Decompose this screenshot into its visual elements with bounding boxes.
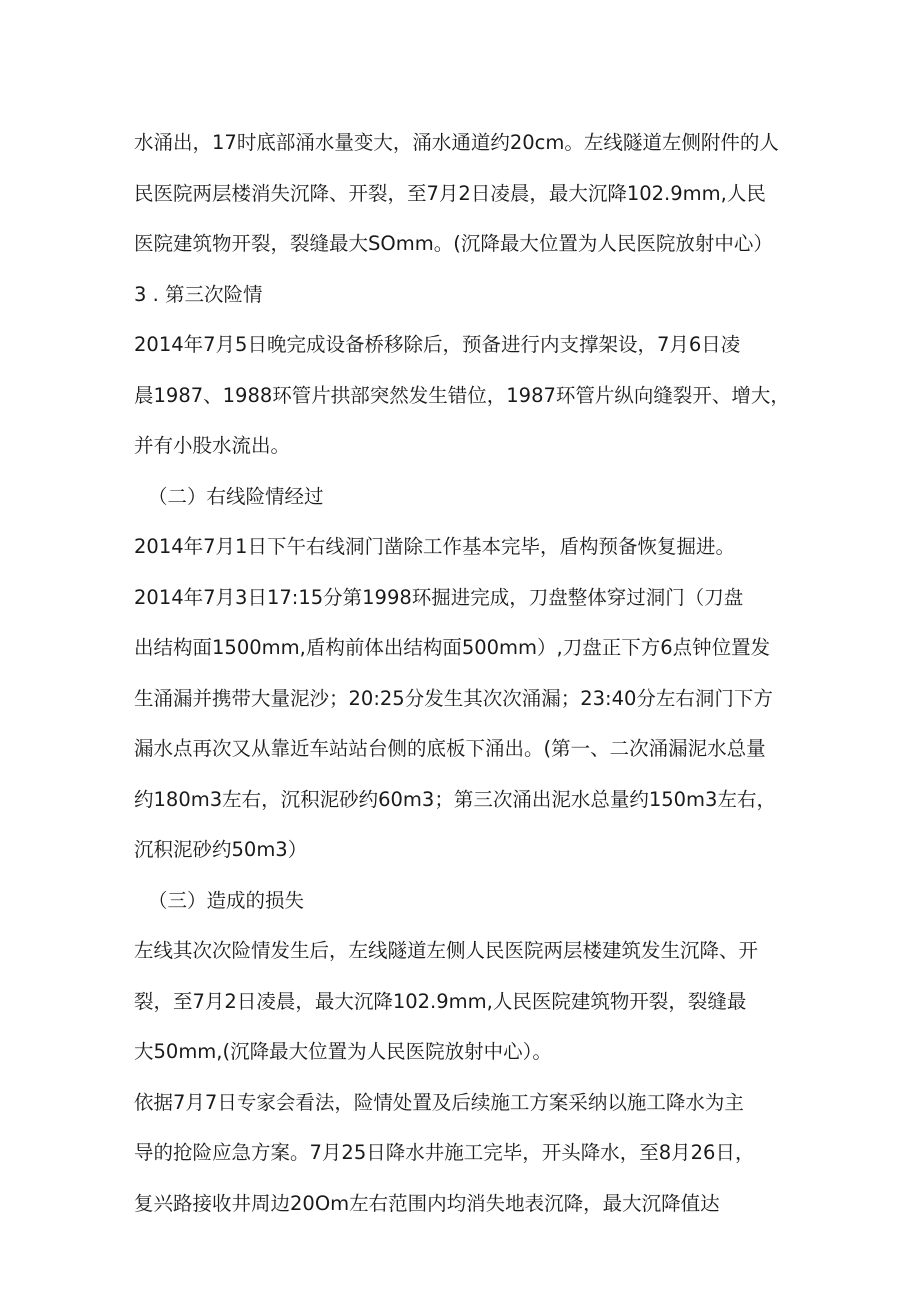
heading-losses: [134, 876, 814, 927]
text-line: 并有小股水流出。: [134, 434, 291, 457]
text-line: 晨1987、1988环管片拱部突然发生错位，1987环管片纵向缝裂开、增大，: [134, 383, 790, 407]
text-line: 裂，至7月2日凌晨，最大沉降102.9mm,人民医院建筑物开裂，裂缝最: [134, 989, 747, 1013]
text-line: （二）右线险情经过: [148, 484, 324, 508]
paragraph-left-line-settlement: [134, 118, 814, 270]
text-line: 2014年7月3日17:15分第1998环掘进完成，刀盘整体穿过洞门（刀盘: [134, 585, 744, 609]
paragraph-losses: [134, 926, 814, 1078]
text-line: 漏水点再次又从靠近车站站台侧的底板下涌出。(第一、二次涌漏泥水总量: [134, 737, 766, 760]
text-line: 约180m3左右，沉积泥砂约60m3；第三次涌出泥水总量约150m3左右，: [134, 787, 776, 811]
text-line: （三）造成的损失: [148, 888, 305, 912]
text-line: 水涌出，17时底部涌水量变大，涌水通道约20cm。左线隧道左侧附件的人: [134, 131, 779, 154]
paragraph-third-incident: [134, 320, 814, 472]
text-line: 左线其次次险情发生后，左线隧道左侧人民医院两层楼建筑发生沉降、开: [134, 939, 759, 962]
text-line: 大50mm,(沉降最大位置为人民医院放射中心）。: [134, 1040, 552, 1063]
text-line: 2014年7月1日下午右线洞门凿除工作基本完毕，盾构预备恢复掘进。: [134, 535, 735, 558]
paragraph-right-line-start: [134, 522, 814, 573]
text-line: 民医院两层楼消失沉降、开裂，至7月2日凌晨，最大沉降102.9mm,人民: [134, 181, 766, 205]
text-line: 2014年7月5日晚完成设备桥移除后，预备进行内支撑架设，7月6日凌: [134, 333, 741, 356]
text-line: 沉积泥砂约50m3）: [134, 838, 308, 861]
paragraph-right-line-leak: [134, 573, 814, 876]
paragraph-expert-plan: [134, 1078, 814, 1230]
text-line: 3 . 第三次险情: [134, 282, 263, 306]
text-line: 依据7月7日专家会看法，险情处置及后续施工方案采纳以施工降水为主: [134, 1090, 744, 1114]
text-line: 导的抢险应急方案。7月25日降水井施工完毕，开头降水，至8月26日，: [134, 1141, 755, 1164]
text-line: 生涌漏并携带大量泥沙；20:25分发生其次次涌漏；23:40分左右洞门下方: [134, 686, 773, 710]
text-line: 医院建筑物开裂，裂缝最大SOmm。(沉降最大位置为人民医院放射中心）: [134, 232, 773, 255]
heading-right-line: [134, 472, 814, 523]
text-line: 复兴路接收井周边20Om左右范围内均消失地表沉降，最大沉降值达: [134, 1191, 720, 1215]
heading-third-incident: [134, 270, 814, 321]
text-line: 出结构面1500mm,盾构前体出结构面500mm）,刀盘正下方6点钟位置发: [134, 636, 771, 659]
document-body: [134, 118, 814, 1229]
